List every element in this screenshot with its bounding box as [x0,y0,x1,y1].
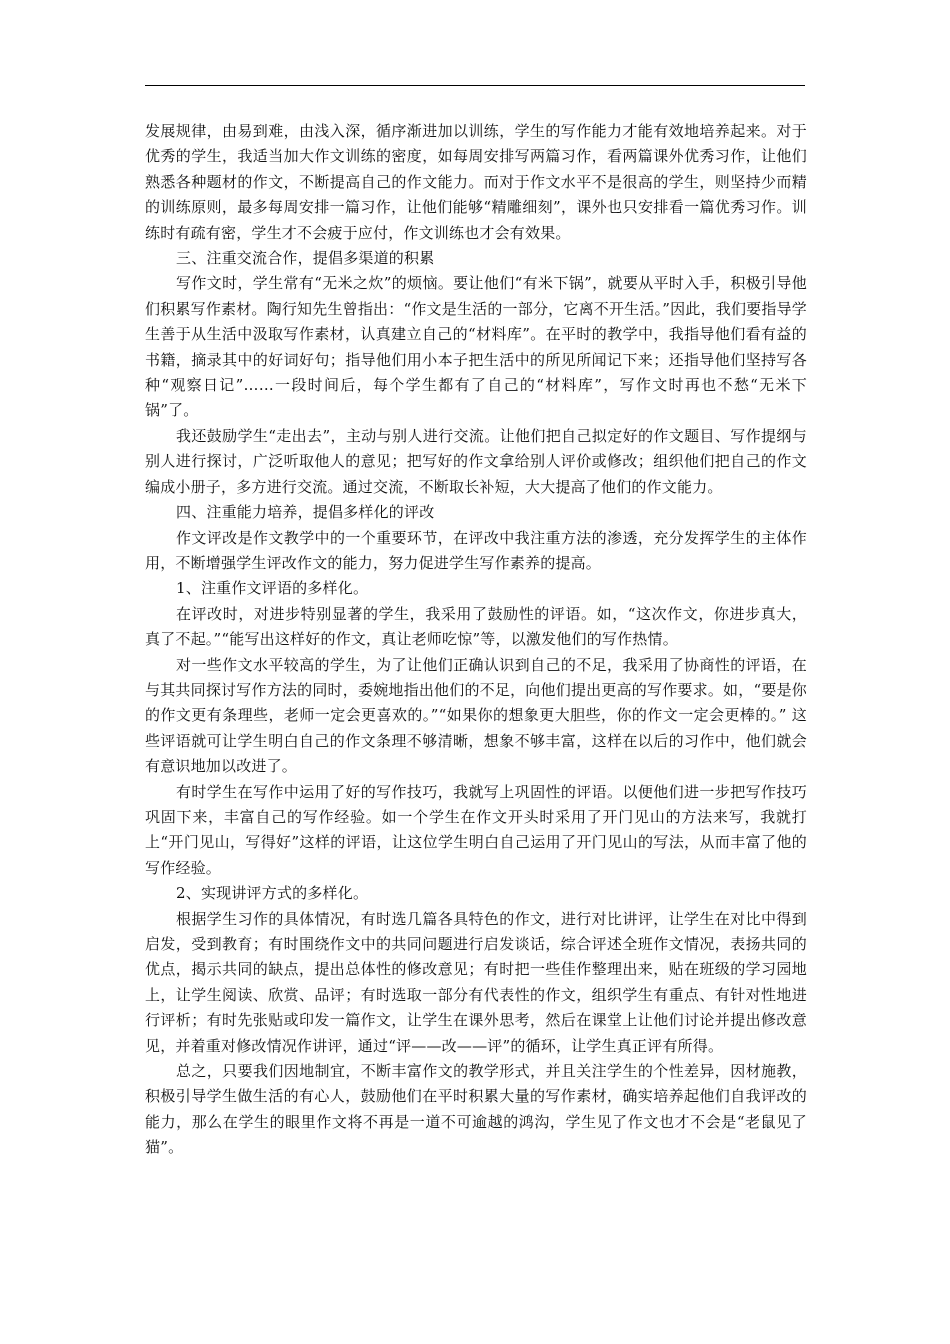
document-body [145,119,807,1161]
paragraph: 根据学生习作的具体情况，有时选几篇各具特色的作文，进行对比讲评，让学生在对比中得到启发，受到教育；有时围绕作文中的共同问题进行启发谈话，综合评述全班作文情况，表扬共同的优点，揭示共同的缺点，提出总体性的修改意见；有时把一些佳作整理出来，贴在班级的学习园地上，让学生阅读、欣赏、品评；有时选取一部分有代表性的作文，组织学生有重点、有针对性地进行评析；有时先张贴或印发一篇作文，让学生在课外思考，然后在课堂上让他们讨论并提出修改意见，并着重对修改情况作讲评，通过“评——改——评”的循环，让学生真正评有所得。 [145,909,807,1055]
subsection-heading-2: 2、实现讲评方式的多样化。 [176,884,369,903]
paragraph: 有时学生在写作中运用了好的写作技巧，我就写上巩固性的评语。以便他们进一步把写作技巧巩固下来，丰富自己的写作经验。如一个学生在作文开头时采用了开门见山的方法来写，我就打上“开门见山，写得好”这样的评语，让这位学生明白自己运用了开门见山的写法，从而丰富了他的写作经验。 [145,782,807,877]
paragraph: 写作文时，学生常有“无米之炊”的烦恼。要让他们“有米下锅”，就要从平时入手，积极引导他们积累写作素材。陶行知先生曾指出：“作文是生活的一部分，它离不开生活。”因此，我们要指导学生善于从生活中汲取写作素材，认真建立自己的“材料库”。在平时的教学中，我指导他们看有益的书籍，摘录其中的好词好句；指导他们用小本子把生活中的所见所闻记下来；还指导他们坚持写各种“观察日记”……一段时间后，每个学生都有了自己的“材料库”，写作文时再也不愁“无米下锅”了。 [145,274,807,420]
section-heading-4: 四、注重能力培养，提倡多样化的评改 [176,503,435,522]
subsection-heading-1: 1、注重作文评语的多样化。 [176,579,369,598]
paragraph: 在评改时，对进步特别显著的学生，我采用了鼓励性的评语。如，“这次作文，你进步真大，真了不起。”“能写出这样好的作文，真让老师吃惊”等，以激发他们的写作热情。 [145,604,807,649]
paragraph: 对一些作文水平较高的学生，为了让他们正确认识到自己的不足，我采用了协商性的评语，在与其共同探讨写作方法的同时，委婉地指出他们的不足，向他们提出更高的写作要求。如，“要是你的作文更有条理些，老师一定会更喜欢的。”“如果你的想象更大胆些，你的作文一定会更棒的。” 这些评语就可让学生明白自己的作文条理不够清晰，想象不够丰富，这样在以后的习作中，他们就会有意识地加以改进了。 [145,655,807,776]
paragraph: 作文评改是作文教学中的一个重要环节，在评改中我注重方法的渗透，充分发挥学生的主体作用，不断增强学生评改作文的能力，努力促进学生写作素养的提高。 [145,528,807,572]
section-heading-3: 三、注重交流合作，提倡多渠道的积累 [176,249,435,268]
paragraph: 我还鼓励学生“走出去”，主动与别人进行交流。让他们把自己拟定好的作文题目、写作提纲与别人进行探讨，广泛听取他人的意见；把写好的作文拿给别人评价或修改；组织他们把自己的作文编成小册子，多方进行交流。通过交流，不断取长补短，大大提高了他们的作文能力。 [145,426,807,496]
header-rule [145,85,805,86]
paragraph-conclusion: 总之，只要我们因地制宜，不断丰富作文的教学形式，并且关注学生的个性差异，因材施教，积极引导学生做生活的有心人，鼓励他们在平时积累大量的写作素材，确实培养起他们自我评改的能力，那么在学生的眼里作文将不再是一道不可逾越的鸿沟，学生见了作文也才不会是“老鼠见了猫”。 [145,1062,807,1157]
paragraph-continuation: 发展规律，由易到难，由浅入深，循序渐进加以训练，学生的写作能力才能有效地培养起来。对于优秀的学生，我适当加大作文训练的密度，如每周安排写两篇习作，看两篇课外优秀习作，让他们熟悉各种题材的作文，不断提高自己的作文能力。而对于作文水平不是很高的学生，则坚持少而精的训练原则，最多每周安排一篇习作，让他们能够“精雕细刻”，课外也只安排看一篇优秀习作。训练时有疏有密，学生才不会疲于应付，作文训练也才会有效果。 [145,122,807,242]
